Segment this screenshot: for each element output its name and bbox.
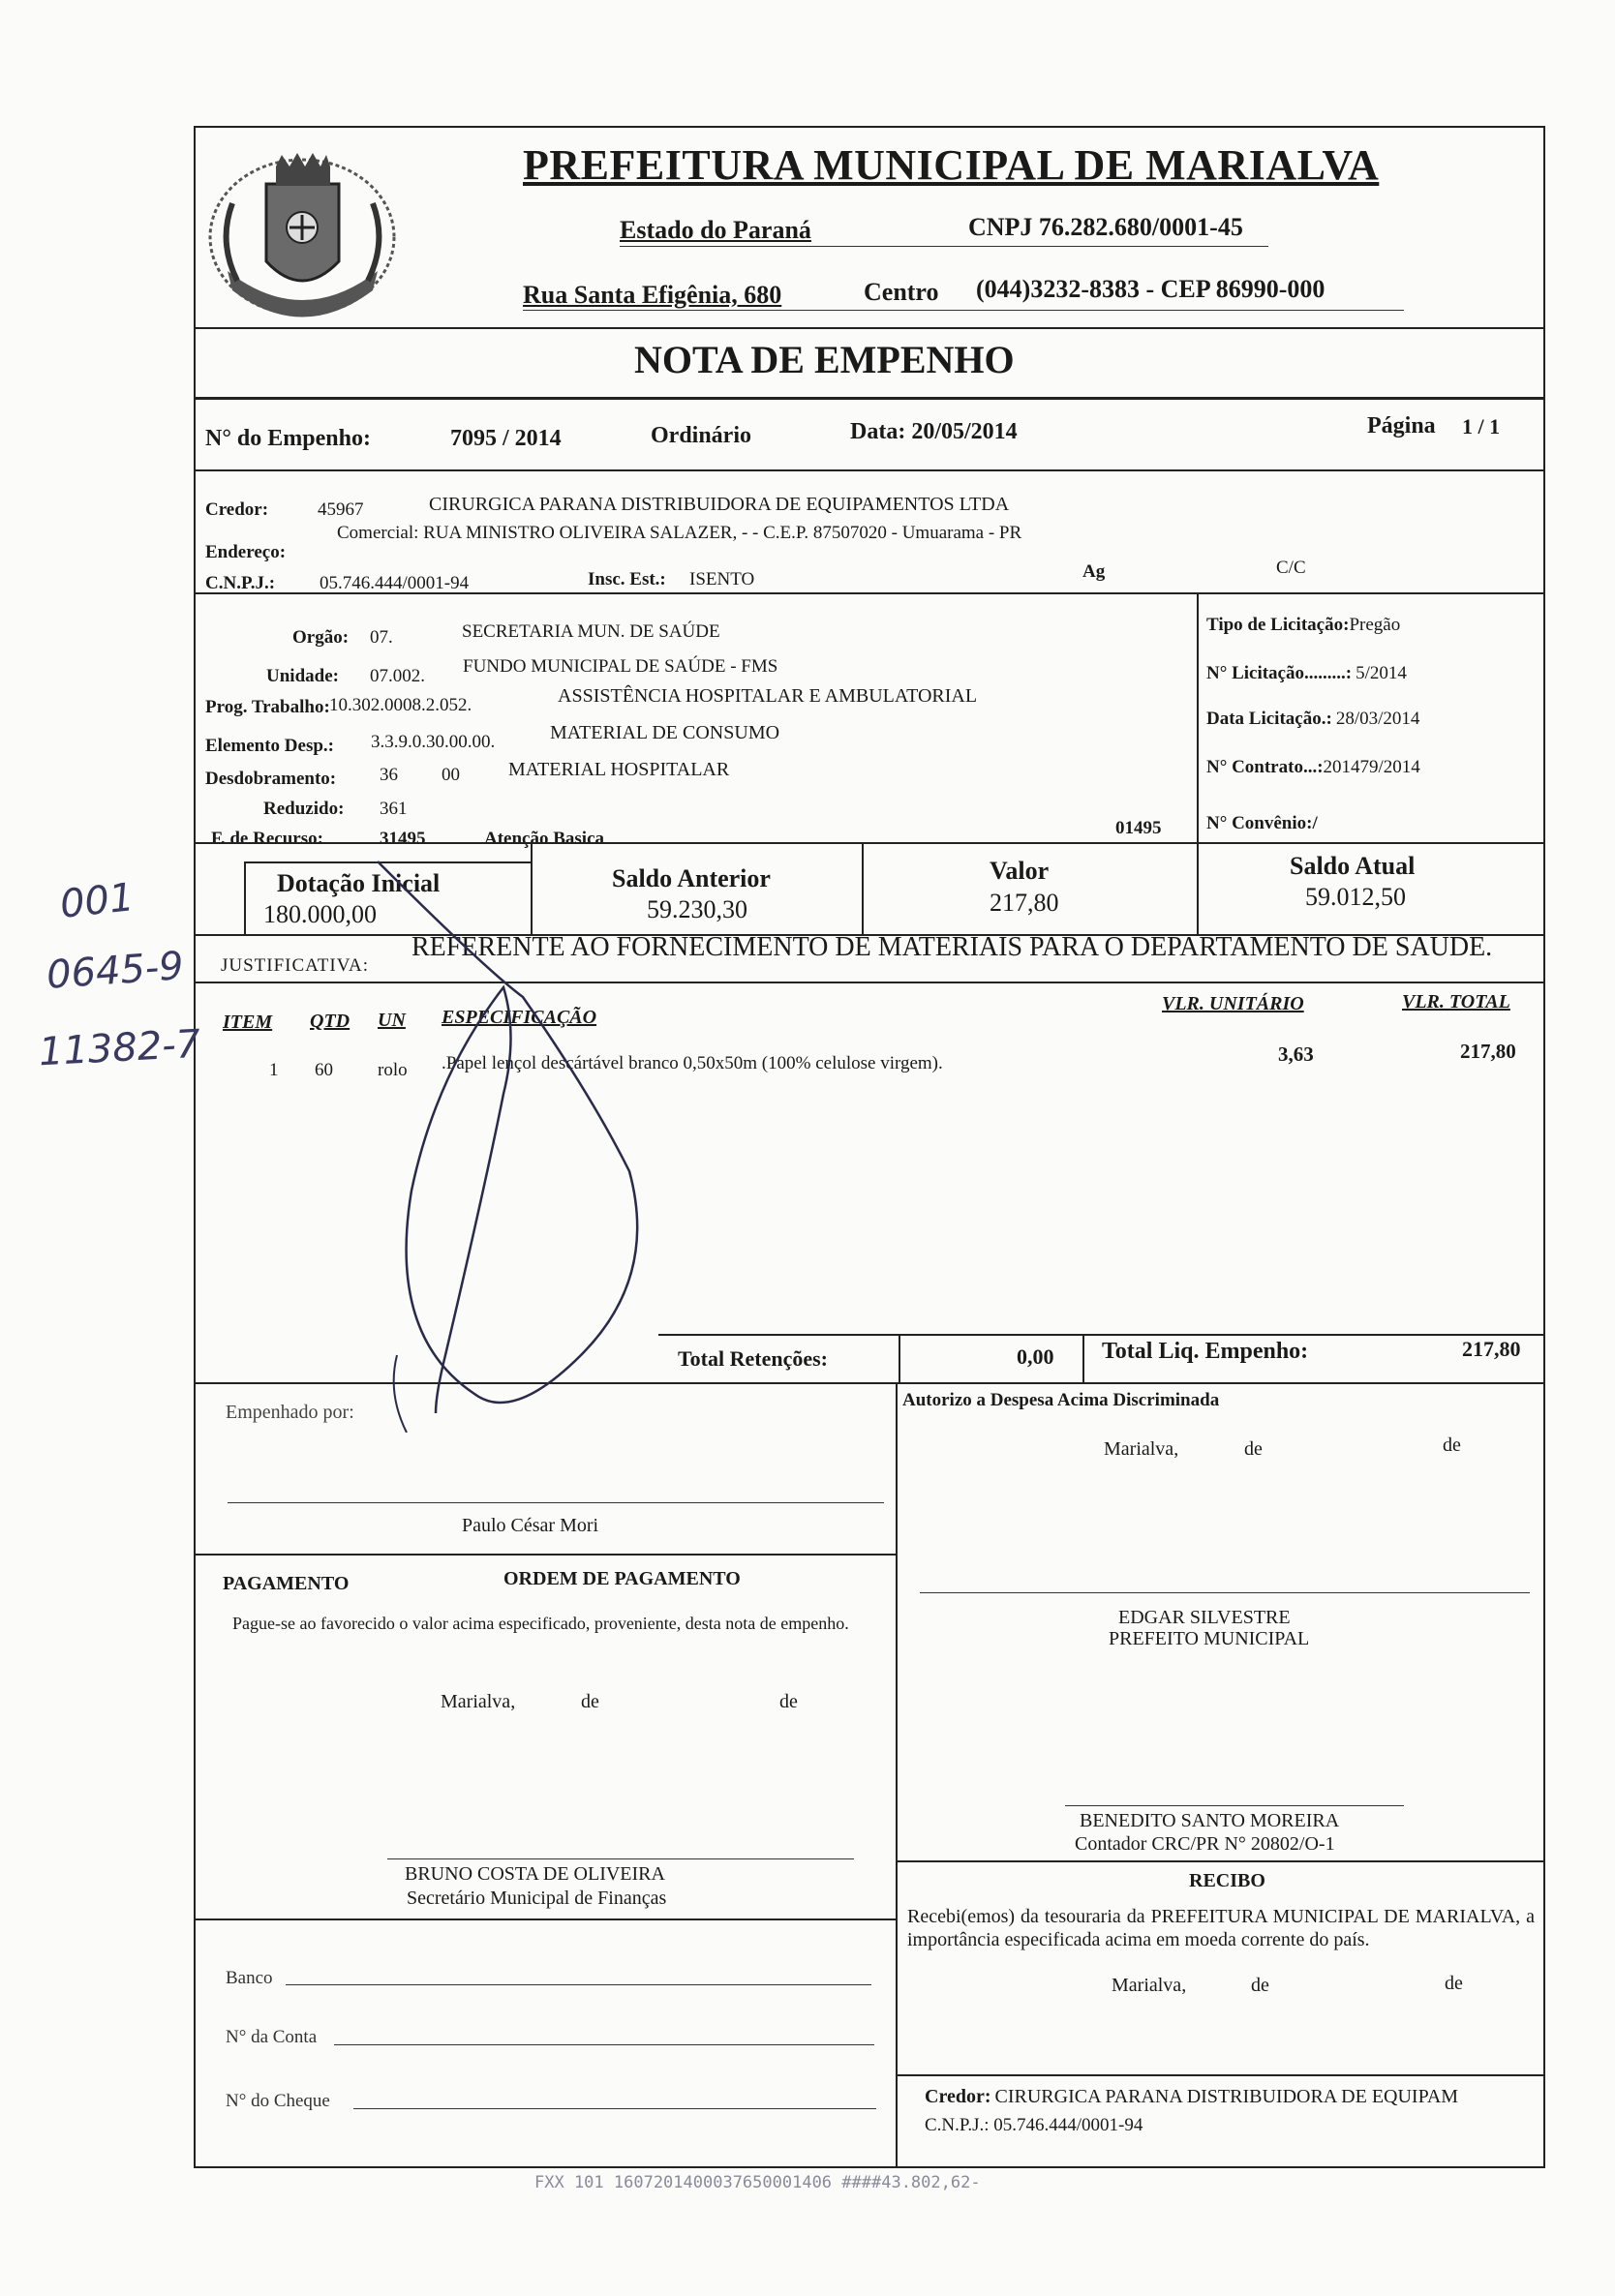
recibo-text: Recebi(emos) da tesouraria da PREFEITURA MUNICIPAL DE MARIALVA, a importância especificada acima em moeda corrente do país. bbox=[907, 1906, 1535, 1950]
desd: MATERIAL HOSPITALAR bbox=[508, 759, 730, 780]
elem-code: 3.3.9.0.30.00.00. bbox=[371, 732, 496, 752]
secretario-title: Secretário Municipal de Finanças bbox=[407, 1888, 667, 1909]
page-number: 1 / 1 bbox=[1462, 414, 1501, 438]
municipal-crest-icon bbox=[198, 145, 407, 339]
saldo-atual-label: Saldo Atual bbox=[1290, 852, 1416, 880]
right-de-2b: de bbox=[1445, 1973, 1463, 1994]
saldo-atual-value: 59.012,50 bbox=[1305, 883, 1406, 911]
doc-title: NOTA DE EMPENHO bbox=[634, 338, 1015, 381]
rule bbox=[896, 1860, 1545, 1862]
margin-note-3: 11382-7 bbox=[37, 1021, 202, 1075]
item-number: 1 bbox=[269, 1060, 279, 1080]
credor-name: CIRURGICA PARANA DISTRIBUIDORA DE EQUIPAMENTOS LTDA bbox=[429, 494, 1010, 515]
rule bbox=[1197, 842, 1199, 934]
header-title: PREFEITURA MUNICIPAL DE MARIALVA bbox=[523, 141, 1380, 189]
footer-code: FXX 101 1607201400037650001406 ####43.802,62- bbox=[534, 2173, 981, 2192]
rule bbox=[194, 1918, 896, 1920]
unidade-label: Unidade: bbox=[266, 666, 339, 686]
rule bbox=[896, 2074, 1545, 2076]
margin-note-2: 0645-9 bbox=[45, 944, 186, 998]
address-label: Endereço: bbox=[205, 542, 287, 562]
recurso-code: 31495 bbox=[380, 829, 426, 849]
rule bbox=[920, 1592, 1530, 1593]
contador-title: Contador CRC/PR N° 20802/O-1 bbox=[1075, 1833, 1335, 1855]
right-place-2: Marialva, bbox=[1112, 1975, 1187, 1996]
valor-value: 217,80 bbox=[990, 889, 1059, 917]
lic-tipo-value: Pregão bbox=[1349, 615, 1401, 635]
prefeito-name: EDGAR SILVESTRE bbox=[1118, 1607, 1291, 1628]
credor-address: Comercial: RUA MINISTRO OLIVEIRA SALAZER, - - C.E.P. 87507020 - Umuarama - PR bbox=[337, 523, 1022, 543]
valor-label: Valor bbox=[990, 857, 1050, 885]
prog-code: 10.302.0008.2.052. bbox=[329, 695, 472, 715]
rule bbox=[387, 1858, 854, 1859]
credor-label: Credor: bbox=[205, 499, 269, 520]
rule bbox=[194, 842, 1545, 844]
ordem-label: ORDEM DE PAGAMENTO bbox=[503, 1568, 741, 1589]
elem-label: Elemento Desp.: bbox=[205, 736, 334, 756]
autorizo-label: Autorizo a Despesa Acima Discriminada bbox=[902, 1390, 1220, 1410]
prefeito-title: PREFEITO MUNICIPAL bbox=[1109, 1628, 1310, 1649]
justificativa-label: JUSTIFICATIVA: bbox=[221, 955, 370, 976]
rule bbox=[862, 842, 864, 934]
lic-data bbox=[1206, 709, 1419, 730]
rule bbox=[1197, 592, 1199, 842]
header-cnpj: CNPJ 76.282.680/0001-45 bbox=[968, 213, 1243, 241]
empenho-number: 7095 / 2014 bbox=[450, 426, 562, 451]
lic-convenio: N° Convênio:/ bbox=[1206, 813, 1318, 833]
reduzido: 361 bbox=[380, 799, 408, 819]
lic-tipo bbox=[1206, 615, 1400, 636]
recibo-title: RECIBO bbox=[1189, 1870, 1265, 1891]
desd-b: 00 bbox=[442, 765, 460, 785]
rule bbox=[896, 1382, 898, 2168]
item-un: rolo bbox=[378, 1060, 408, 1080]
header-state: Estado do Paraná bbox=[620, 216, 811, 244]
cheque-field[interactable] bbox=[353, 2108, 876, 2109]
contador-name: BENEDITO SANTO MOREIRA bbox=[1080, 1810, 1340, 1831]
lic-data-value: 28/03/2014 bbox=[1335, 709, 1420, 729]
right-de-1a: de bbox=[1244, 1438, 1263, 1460]
prog: ASSISTÊNCIA HOSPITALAR E AMBULATORIAL bbox=[558, 685, 978, 707]
items-col-esp: ESPECIFICAÇÃO bbox=[442, 1007, 597, 1028]
items-col-total: VLR. TOTAL bbox=[1402, 991, 1510, 1012]
lic-data-label: Data Licitação.: bbox=[1206, 709, 1332, 729]
liq-empenho-value: 217,80 bbox=[1462, 1337, 1521, 1361]
conta-field[interactable] bbox=[334, 2044, 874, 2045]
recibo-cnpj: C.N.P.J.: 05.746.444/0001-94 bbox=[925, 2115, 1143, 2135]
saldo-anterior-value: 59.230,30 bbox=[647, 895, 747, 923]
items-col-un: UN bbox=[378, 1010, 406, 1031]
justificativa-text: REFERENTE AO FORNECIMENTO DE MATERIAIS PARA O DEPARTAMENTO DE SAUDE. bbox=[411, 932, 1493, 962]
rule bbox=[658, 1334, 1545, 1336]
rule bbox=[899, 1334, 900, 1382]
empenhado-label: Empenhado por: bbox=[226, 1402, 354, 1423]
item-qtd: 60 bbox=[315, 1060, 333, 1080]
right-de-2a: de bbox=[1251, 1975, 1269, 1996]
street-rule bbox=[523, 310, 1404, 311]
rule bbox=[1082, 1334, 1084, 1382]
conta-label: N° da Conta bbox=[226, 2027, 318, 2047]
header-district: Centro bbox=[864, 278, 939, 306]
right-place-1: Marialva, bbox=[1104, 1438, 1179, 1460]
left-de-1: de bbox=[581, 1691, 599, 1712]
recurso-right: 01495 bbox=[1115, 818, 1162, 838]
banco-field[interactable] bbox=[286, 1984, 871, 1985]
dotacao-value: 180.000,00 bbox=[263, 900, 377, 928]
rule bbox=[194, 397, 1545, 400]
items-col-qtd: QTD bbox=[310, 1011, 350, 1032]
empenho-label: N° do Empenho: bbox=[205, 426, 371, 451]
credor-cnpj: 05.746.444/0001-94 bbox=[320, 573, 470, 593]
signature-mark bbox=[368, 852, 687, 1433]
liq-empenho-label: Total Liq. Empenho: bbox=[1102, 1339, 1309, 1364]
left-place: Marialva, bbox=[441, 1691, 516, 1712]
lic-tipo-label: Tipo de Licitação: bbox=[1206, 615, 1350, 635]
saldo-anterior-label: Saldo Anterior bbox=[612, 864, 771, 892]
header-phone-cep: (044)3232-8383 - CEP 86990-000 bbox=[976, 275, 1326, 303]
rule bbox=[194, 1554, 896, 1556]
desd-a: 36 bbox=[380, 765, 398, 785]
unidade: FUNDO MUNICIPAL DE SAÚDE - FMS bbox=[463, 656, 778, 677]
empenho-type: Ordinário bbox=[651, 423, 752, 448]
lic-contrato bbox=[1206, 757, 1420, 778]
pagamento-label: PAGAMENTO bbox=[223, 1573, 350, 1594]
lic-contrato-value: 201479/2014 bbox=[1323, 757, 1420, 777]
items-col-unit: VLR. UNITÁRIO bbox=[1162, 993, 1304, 1014]
lic-num-label: N° Licitação.........: bbox=[1206, 663, 1353, 683]
dotacao-label: Dotação Inicial bbox=[277, 869, 441, 897]
items-col-item: ITEM bbox=[223, 1012, 273, 1033]
orgao: SECRETARIA MUN. DE SAÚDE bbox=[462, 621, 720, 642]
insc-label: Insc. Est.: bbox=[588, 569, 666, 589]
left-de-2: de bbox=[779, 1691, 798, 1712]
recibo-credor-name: CIRURGICA PARANA DISTRIBUIDORA DE EQUIPAM bbox=[994, 2086, 1459, 2107]
rule bbox=[1065, 1805, 1404, 1806]
lic-contrato-label: N° Contrato...: bbox=[1206, 757, 1324, 777]
margin-note-1: 001 bbox=[57, 875, 137, 927]
prog-label: Prog. Trabalho: bbox=[205, 697, 330, 717]
credor-code: 45967 bbox=[318, 499, 364, 520]
recibo-credor bbox=[925, 2086, 1458, 2108]
credor-insc: ISENTO bbox=[689, 569, 755, 589]
ag-label: Ag bbox=[1082, 561, 1106, 582]
desd-label: Desdobramento: bbox=[205, 769, 337, 789]
right-de-1b: de bbox=[1443, 1435, 1461, 1456]
recibo-credor-label: Credor: bbox=[925, 2086, 991, 2107]
retencoes-label: Total Retenções: bbox=[678, 1346, 828, 1371]
header-street: Rua Santa Efigênia, 680 bbox=[523, 281, 782, 309]
lic-num-value: 5/2014 bbox=[1356, 663, 1407, 683]
orgao-code: 07. bbox=[370, 627, 393, 648]
recurso-label: F. de Recurso: bbox=[211, 829, 323, 849]
rule bbox=[228, 1502, 884, 1503]
rule bbox=[194, 592, 1545, 594]
item-esp: .Papel lençol descártável branco 0,50x50m (100% celulose virgem). bbox=[442, 1053, 943, 1073]
secretario-name: BRUNO COSTA DE OLIVEIRA bbox=[405, 1863, 665, 1885]
orgao-label: Orgão: bbox=[292, 627, 350, 648]
empenho-date: Data: 20/05/2014 bbox=[850, 419, 1018, 444]
cheque-label: N° do Cheque bbox=[226, 2091, 330, 2111]
cnpj-label: C.N.P.J.: bbox=[205, 573, 276, 593]
pague-text: Pague-se ao favorecido o valor acima especificado, proveniente, desta nota de empenho. bbox=[232, 1614, 849, 1633]
banco-label: Banco bbox=[226, 1968, 273, 1988]
rule bbox=[194, 327, 1545, 329]
lic-numero bbox=[1206, 663, 1407, 684]
page-label: Página bbox=[1367, 413, 1436, 438]
retencoes-value: 0,00 bbox=[1017, 1344, 1054, 1369]
unidade-code: 07.002. bbox=[370, 666, 425, 686]
cc-label: C/C bbox=[1276, 558, 1306, 578]
item-total: 217,80 bbox=[1460, 1040, 1516, 1063]
empenhado-name: Paulo César Mori bbox=[462, 1515, 599, 1536]
state-rule bbox=[620, 246, 1268, 247]
recurso: Atenção Basica bbox=[484, 829, 605, 849]
reduzido-label: Reduzido: bbox=[263, 799, 345, 819]
item-unit: 3,63 bbox=[1278, 1042, 1314, 1066]
rule bbox=[194, 469, 1545, 471]
elem: MATERIAL DE CONSUMO bbox=[550, 722, 780, 743]
